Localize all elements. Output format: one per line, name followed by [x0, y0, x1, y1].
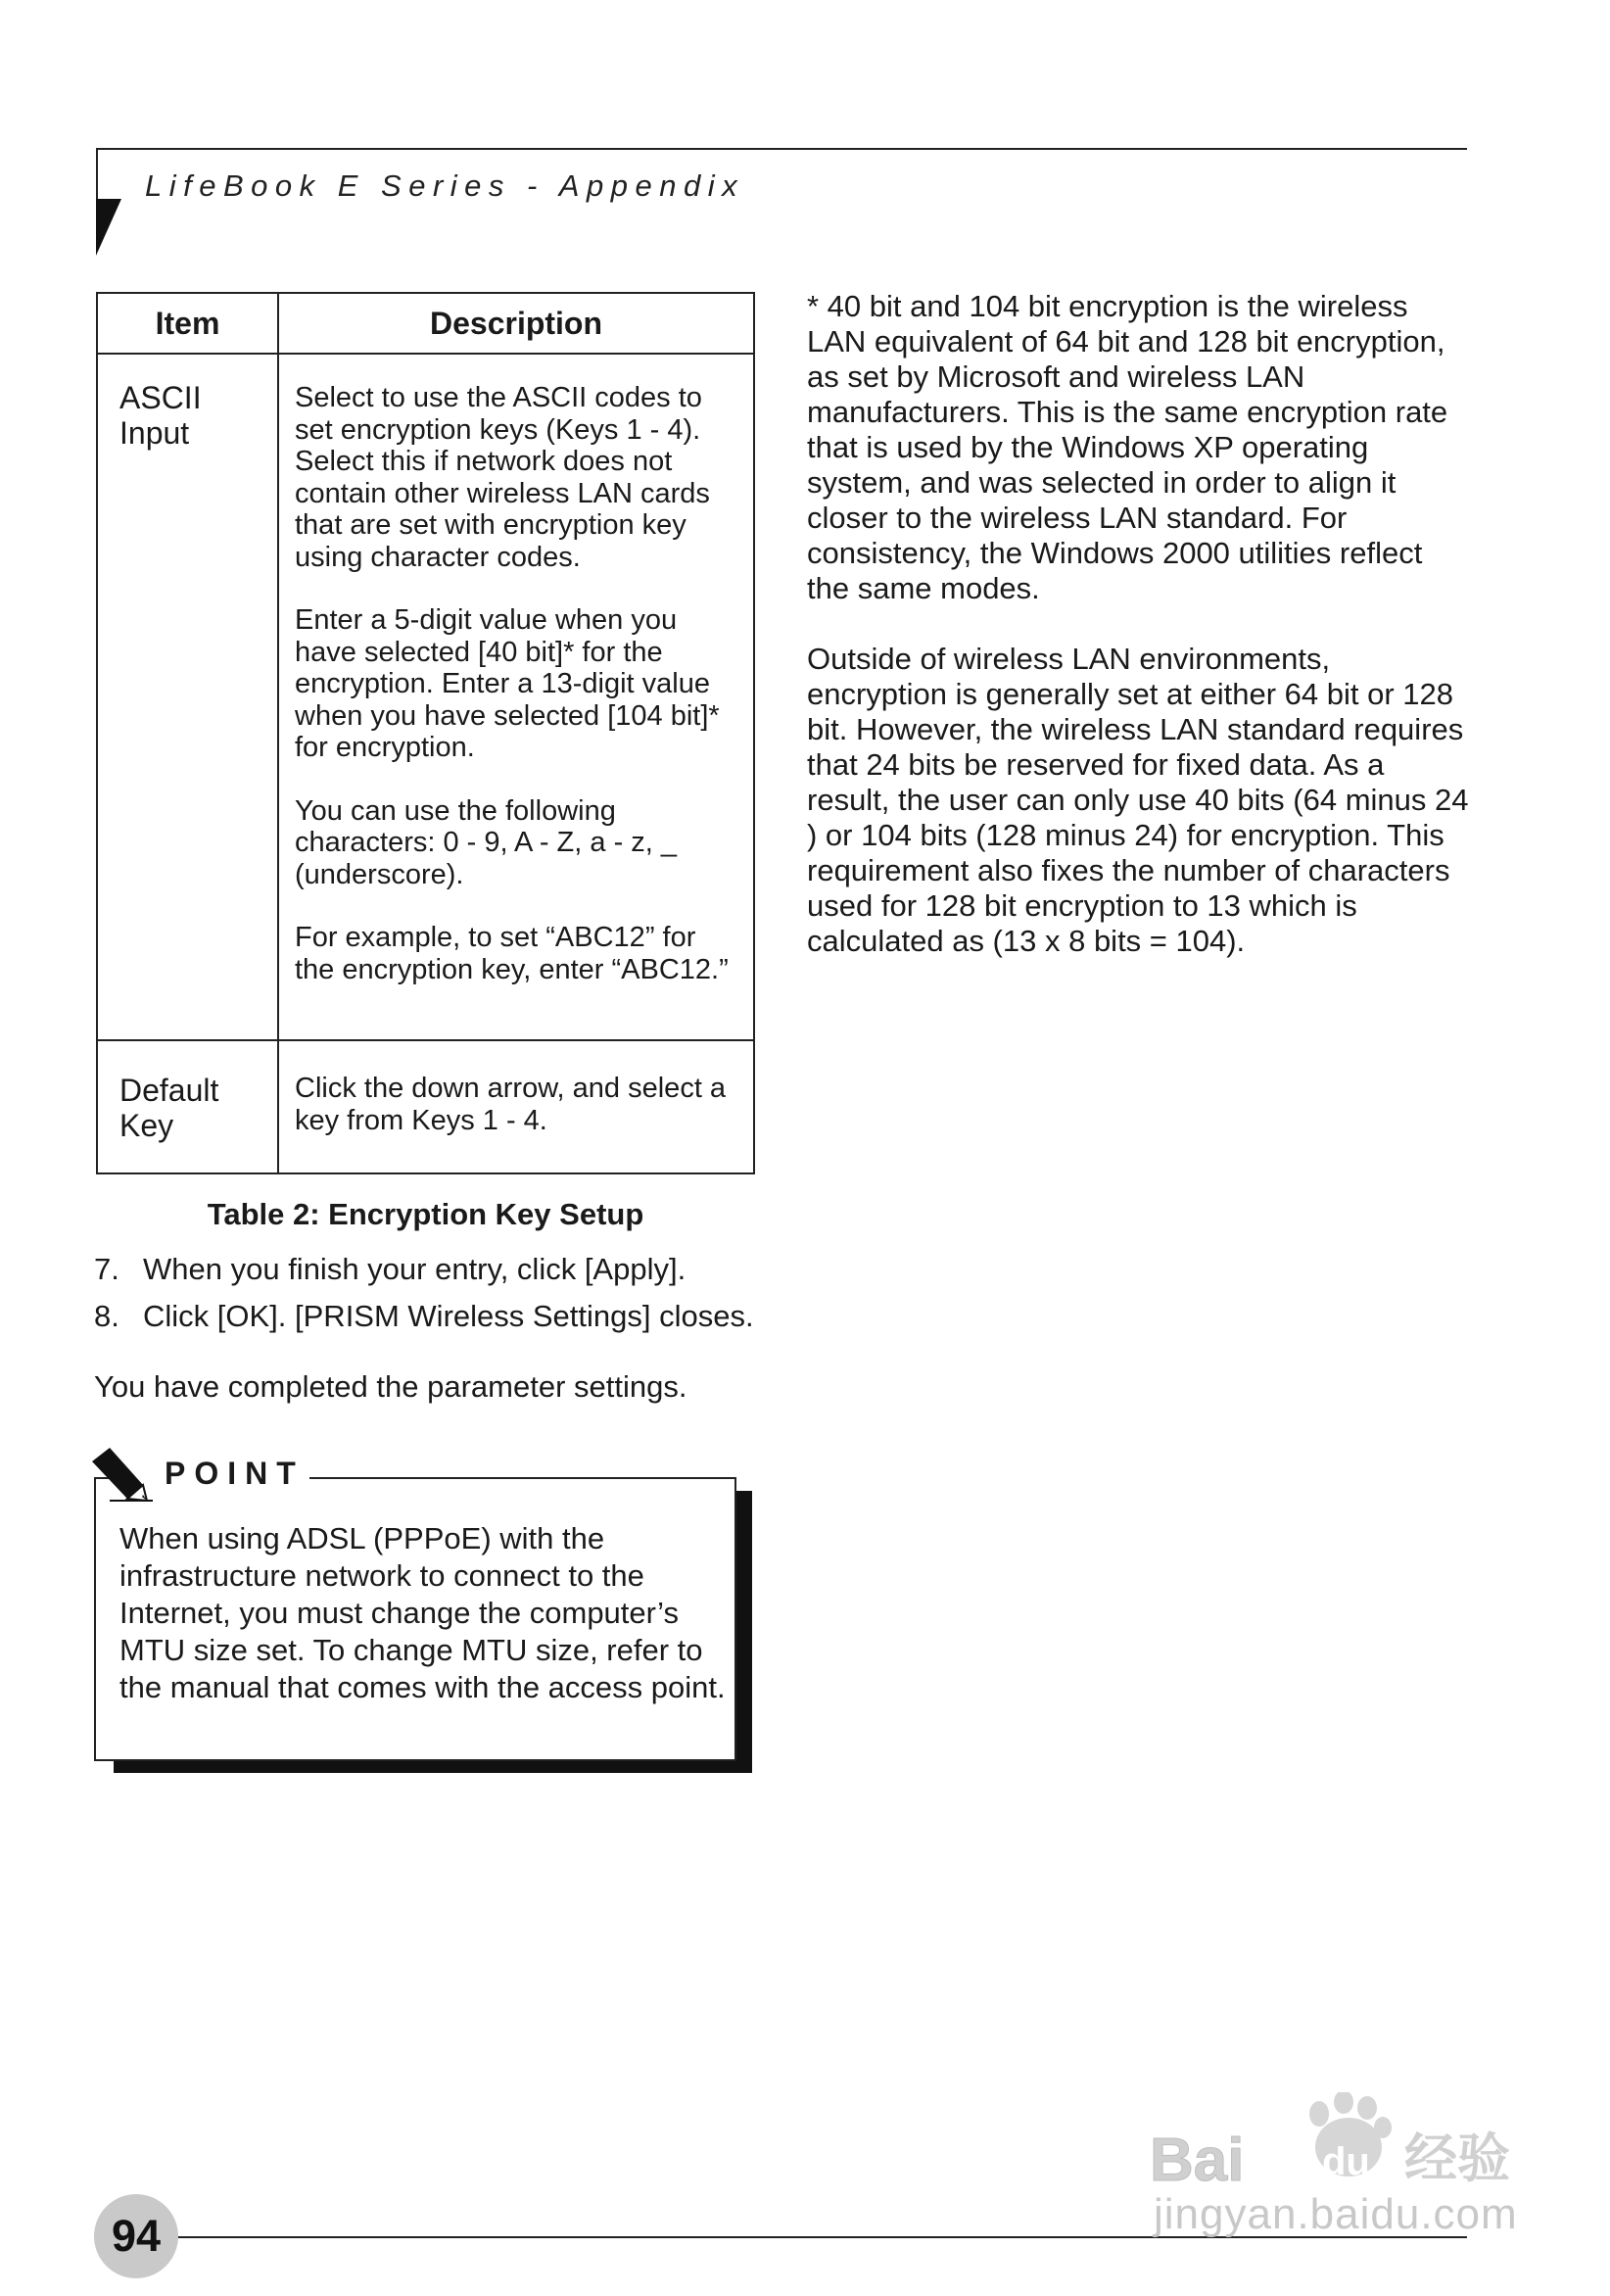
- point-text: When using ADSL (PPPoE) with the infrastructure network to connect to the Internet, you must change the computer’s MTU size set. To change MTU size, refer to the manual that comes with the access point.: [119, 1521, 726, 1704]
- table-row-default-key: [98, 1039, 753, 1172]
- header-rule: [96, 148, 1467, 150]
- item-cell: Default Key: [98, 1041, 279, 1172]
- right-column: [807, 289, 1473, 994]
- table-header-row: [98, 294, 753, 353]
- header-description: Description: [429, 305, 603, 341]
- table-row-ascii-input: [98, 353, 753, 1039]
- step-text: When you finish your entry, click [Apply].: [143, 1252, 687, 1286]
- description-paragraph: Click the down arrow, and select a key from Keys 1 - 4.: [295, 1073, 727, 1136]
- watermark-url: jingyan.baidu.com: [1154, 2190, 1518, 2238]
- description-cell: [279, 1041, 753, 1172]
- description-paragraph: For example, to set “ABC12” for the encryption key, enter “ABC12.”: [295, 922, 729, 985]
- point-top-rule: [309, 1477, 736, 1479]
- header-item: Item: [98, 294, 279, 353]
- description-paragraph: Select to use the ASCII codes to set encryption keys (Keys 1 - 4). Select this if network does not contain other wireless LAN cards that are set with encryption key using character codes.: [295, 382, 710, 573]
- page-number: 94: [94, 2194, 178, 2278]
- completion-text: You have completed the parameter settings.: [94, 1369, 687, 1404]
- encryption-key-table: [96, 292, 755, 1174]
- table-caption: Table 2: Encryption Key Setup: [207, 1197, 644, 1231]
- step-list: [94, 1252, 754, 1346]
- svg-text:du: du: [1322, 2140, 1370, 2183]
- description-paragraph: Enter a 5-digit value when you have selected [40 bit]* for the encryption. Enter a 13-digit value when you have selected [104 bit]* for encryption.: [295, 604, 720, 763]
- item-cell: ASCII Input: [98, 355, 279, 1039]
- step-number: 8.: [94, 1299, 119, 1333]
- list-item: [94, 1252, 754, 1287]
- description-cell: [279, 355, 753, 1039]
- point-label: POINT: [165, 1456, 305, 1491]
- baidu-watermark-logo: [1148, 2092, 1520, 2186]
- running-header: LifeBook E Series - Appendix: [145, 168, 745, 203]
- body-paragraph: Outside of wireless LAN environments, encryption is generally set at either 64 bit or 128 bit. However, the wireless LAN standard requires that 24 bits be reserved for fixed data. As a result, the user can only use 40 bits (64 minus 24 ) or 104 bits (128 minus 24) for encryption. This requirement also fixes the number of characters used for 128 bit encryption to 13 which is calculated as (13 x 8 bits = 104).: [807, 642, 1469, 958]
- pencil-icon: [88, 1444, 153, 1505]
- footnote-paragraph: * 40 bit and 104 bit encryption is the wireless LAN equivalent of 64 bit and 128 bit encryption, as set by Microsoft and wireless LAN manufacturers. This is the same encryption rate that is used by the Windows XP operating system, and was selected in order to align it closer to the wireless LAN standard. For consistency, the Windows 2000 utilities reflect the same modes.: [807, 289, 1448, 605]
- step-number: 7.: [94, 1252, 119, 1286]
- step-text: Click [OK]. [PRISM Wireless Settings] closes.: [143, 1299, 754, 1333]
- header-corner-marker: [96, 199, 121, 256]
- header-vertical-rule: [96, 148, 98, 199]
- description-paragraph: You can use the following characters: 0 - 9, A - Z, a - z, _ (underscore).: [295, 794, 678, 890]
- svg-text:经验: 经验: [1404, 2128, 1510, 2186]
- list-item: [94, 1299, 754, 1334]
- svg-text:Bai: Bai: [1150, 2127, 1245, 2186]
